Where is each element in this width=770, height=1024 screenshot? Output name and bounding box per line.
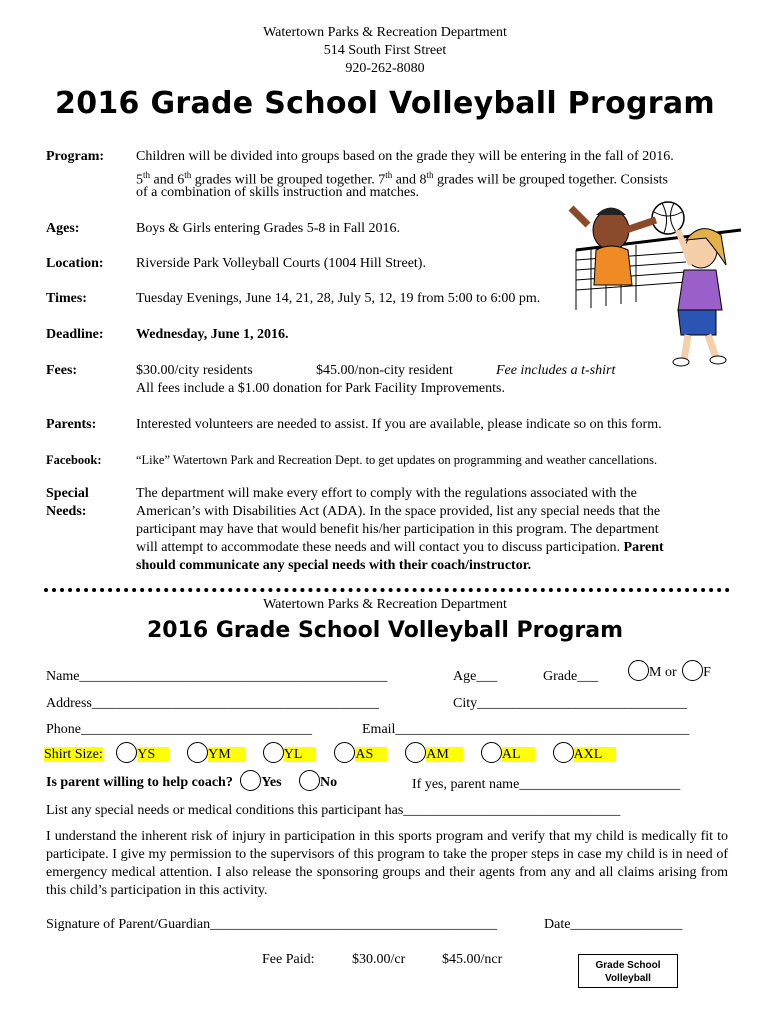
shirt-size-label: YL: [284, 747, 317, 762]
name-field[interactable]: Name____________________________________________: [46, 669, 388, 684]
waiver-text: I understand the inherent risk of injury in participation in this sports program and verify that my child is medically fit to participate. I give my permission to the supervisors of this program to take the proper steps in case my child is in need of emergency medical attention. I also release the sponsoring groups and their agents from any and all claims arising from this child’s participation in this activity.: [46, 829, 728, 898]
shirt-size-option: [481, 747, 535, 762]
facebook-label: Facebook:: [46, 453, 102, 467]
shirt-size-label: YM: [208, 747, 245, 762]
shirt-size-radio[interactable]: [405, 742, 426, 763]
shirt-size-radio[interactable]: [116, 742, 137, 763]
shirt-size-row: [44, 742, 616, 764]
facebook-value: “Like” Watertown Park and Recreation Dept. to get updates on programming and weather cancellations.: [136, 453, 658, 467]
grade-field[interactable]: Grade___: [543, 669, 599, 684]
fees-noncity: $45.00/non-city resident: [316, 363, 453, 378]
parent-name-field[interactable]: If yes, parent name_______________________: [412, 777, 681, 792]
special-line1: The department will make every effort to comply with the regulations associated with the: [136, 486, 637, 501]
shirt-size-radio[interactable]: [263, 742, 284, 763]
special-line4: will attempt to accommodate these needs and will contact you to discuss participation. Parent: [136, 540, 664, 555]
special-needs-field[interactable]: List any special needs or medical conditions this participant has_______________________________: [46, 803, 621, 818]
phone-field[interactable]: Phone_________________________________: [46, 722, 312, 737]
shirt-size-option: [187, 747, 245, 762]
deadline-value: Wednesday, June 1, 2016.: [136, 327, 289, 342]
page-title: 2016 Grade School Volleyball Program: [55, 86, 715, 121]
help-yes-label: Yes: [261, 775, 282, 790]
gender-f-label: F: [703, 665, 711, 680]
signature-field[interactable]: Signature of Parent/Guardian_________________________________________: [46, 917, 498, 932]
left-player: [571, 208, 656, 286]
shirt-size-label: YS: [137, 747, 169, 762]
city-field[interactable]: City______________________________: [453, 696, 688, 711]
help-no-label: No: [320, 775, 338, 790]
volleyball-ball: [652, 202, 684, 234]
gender-select: [628, 660, 711, 682]
dept-address: 514 South First Street: [323, 43, 447, 58]
location-value: Riverside Park Volleyball Courts (1004 Hill Street).: [136, 256, 426, 271]
program-code-line1: Grade School: [595, 960, 661, 971]
times-label: Times:: [46, 291, 87, 306]
fee-city-option: $30.00/cr: [352, 952, 406, 967]
gender-m-label: M or: [649, 665, 677, 680]
fees-city: $30.00/city residents: [136, 363, 253, 378]
address-field[interactable]: Address_________________________________________: [46, 696, 379, 711]
shirt-size-label: AXL: [574, 747, 617, 762]
program-label: Program:: [46, 149, 105, 164]
shirt-size-radio[interactable]: [334, 742, 355, 763]
fee-paid-label: Fee Paid:: [262, 952, 315, 967]
fee-noncity-option: $45.00/ncr: [442, 952, 503, 967]
shirt-size-label: Shirt Size:: [44, 747, 103, 762]
ages-label: Ages:: [46, 221, 80, 236]
shirt-size-label: AL: [502, 747, 535, 762]
dept-phone: 920-262-8080: [345, 61, 425, 76]
cut-line-divider: [44, 588, 730, 592]
shirt-size-radio[interactable]: [481, 742, 502, 763]
location-label: Location:: [46, 256, 104, 271]
right-player: [673, 229, 726, 366]
form-title: 2016 Grade School Volleyball Program: [146, 618, 624, 643]
fees-label: Fees:: [46, 363, 78, 378]
special-label-2: Needs:: [46, 504, 87, 519]
ages-value: Boys & Girls entering Grades 5-8 in Fall 2016.: [136, 221, 401, 236]
gender-m-radio[interactable]: [628, 660, 649, 681]
special-line2: American’s with Disabilities Act (ADA). In the space provided, list any special needs that the: [136, 504, 661, 519]
program-code-box: [578, 954, 678, 988]
age-field[interactable]: Age___: [453, 669, 498, 684]
shirt-size-option: [553, 747, 617, 762]
program-line1: Children will be divided into groups based on the grade they will be entering in the fall of 2016.: [136, 149, 674, 164]
program-code-line2: Volleyball: [605, 973, 651, 984]
fees-line2: All fees include a $1.00 donation for Park Facility Improvements.: [136, 381, 505, 396]
shirt-size-option: [405, 747, 463, 762]
help-coach-row: [46, 770, 337, 792]
fees-note: Fee includes a t-shirt: [496, 363, 616, 378]
deadline-label: Deadline:: [46, 327, 104, 342]
special-line5: should communicate any special needs with their coach/instructor.: [136, 558, 532, 573]
shirt-size-label: AS: [355, 747, 387, 762]
gender-f-radio[interactable]: [682, 660, 703, 681]
shirt-size-option: [116, 747, 169, 762]
help-coach-label: Is parent willing to help coach?: [46, 775, 233, 790]
shirt-size-option: [334, 747, 387, 762]
program-line3: of a combination of skills instruction and matches.: [136, 185, 420, 200]
special-label-1: Special: [46, 486, 89, 501]
volleyball-players-illustration: [566, 190, 746, 370]
shirt-size-option: [263, 747, 317, 762]
help-yes-radio[interactable]: [240, 770, 261, 791]
shirt-size-label: AM: [426, 747, 463, 762]
special-line3: participant may have that would benefit his/her participation in this program. The department: [136, 522, 659, 537]
program-line2: 5th and 6th grades will be grouped together. 7th and 8th grades will be grouped together. Consists: [136, 170, 668, 188]
form-dept-name: Watertown Parks & Recreation Department: [263, 597, 507, 612]
date-field[interactable]: Date________________: [544, 917, 683, 932]
help-no-radio[interactable]: [299, 770, 320, 791]
parents-value: Interested volunteers are needed to assist. If you are available, please indicate so on this form.: [136, 417, 662, 432]
parents-label: Parents:: [46, 417, 97, 432]
shirt-size-radio[interactable]: [187, 742, 208, 763]
email-field[interactable]: Email__________________________________________: [362, 722, 690, 737]
shirt-size-radio[interactable]: [553, 742, 574, 763]
times-value: Tuesday Evenings, June 14, 21, 28, July 5, 12, 19 from 5:00 to 6:00 pm.: [136, 291, 541, 306]
dept-name: Watertown Parks & Recreation Department: [263, 25, 507, 40]
